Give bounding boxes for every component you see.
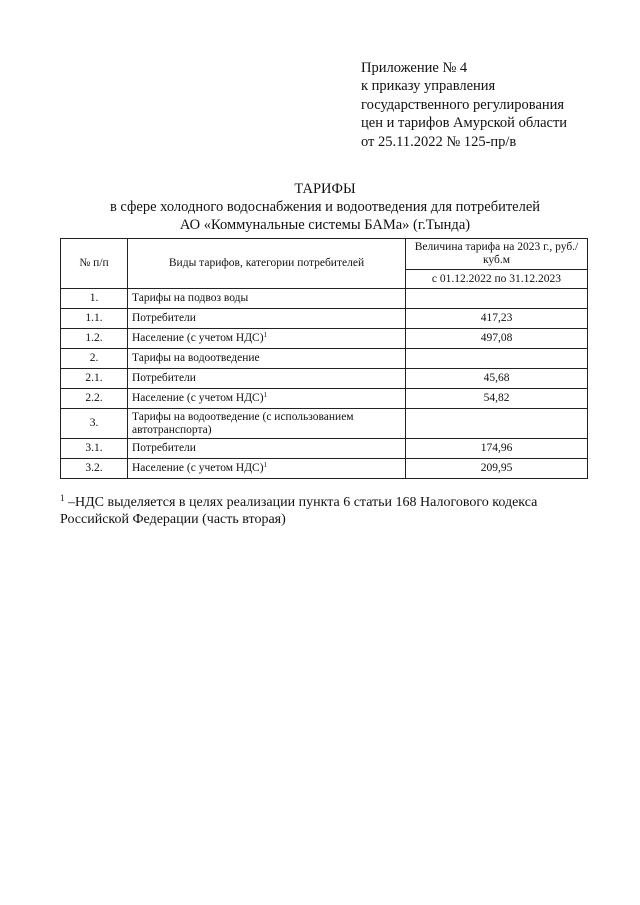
footnote (60, 494, 600, 528)
row-number: 3.2. (61, 459, 128, 479)
row-name-cell (128, 329, 406, 349)
row-number: 1.1. (61, 309, 128, 329)
row-value: 45,68 (406, 369, 588, 389)
table-header-row (61, 239, 588, 270)
row-value: 497,08 (406, 329, 588, 349)
appendix-line: цен и тарифов Амурской области (361, 115, 568, 132)
header-period: с 01.12.2022 по 31.12.2023 (406, 270, 588, 289)
row-value (406, 409, 588, 439)
row-footnote-marker: 1 (263, 391, 268, 399)
document-title (60, 180, 590, 234)
tariff-table (60, 238, 588, 479)
table-row (61, 309, 588, 329)
appendix-line: государственного регулирования (361, 96, 565, 113)
row-value: 209,95 (406, 459, 588, 479)
row-name-cell (128, 389, 406, 409)
row-name: Тарифы на водоотведение (с использованием автотранспорта) (132, 410, 354, 436)
footnote-marker: 1 (60, 493, 65, 503)
table-row (61, 389, 588, 409)
row-name-cell (128, 349, 406, 369)
row-name-cell (128, 369, 406, 389)
table-row (61, 439, 588, 459)
appendix-line: к приказу управления (361, 78, 496, 95)
row-number: 3. (61, 409, 128, 439)
row-number: 2.1. (61, 369, 128, 389)
row-value: 417,23 (406, 309, 588, 329)
title-organization: АО «Коммунальные системы БАМа» (г.Тында) (179, 217, 471, 233)
table-row (61, 459, 588, 479)
row-name: Население (с учетом НДС) (132, 462, 264, 474)
table-row (61, 369, 588, 389)
table-row (61, 329, 588, 349)
row-name-cell (128, 409, 406, 439)
row-name: Тарифы на подвоз воды (132, 292, 249, 304)
table-row (61, 289, 588, 309)
appendix-date: от 25.11.2022 № 125-пр/в (361, 133, 517, 150)
row-name: Население (с учетом НДС) (132, 332, 264, 344)
row-footnote-marker: 1 (263, 331, 268, 339)
row-name: Потребители (132, 442, 196, 454)
row-number: 2. (61, 349, 128, 369)
header-name: Виды тарифов, категории потребителей (128, 239, 406, 289)
row-value (406, 349, 588, 369)
header-value: Величина тарифа на 2023 г., руб./куб.м (406, 239, 588, 270)
row-name-cell (128, 439, 406, 459)
title-subtitle: в сфере холодного водоснабжения и водоотведения для потребителей (109, 199, 541, 215)
row-number: 1. (61, 289, 128, 309)
row-name: Потребители (132, 372, 196, 384)
row-name: Потребители (132, 312, 196, 324)
row-name-cell (128, 309, 406, 329)
row-name-cell (128, 289, 406, 309)
title-heading: ТАРИФЫ (294, 181, 356, 197)
appendix-title: Приложение № 4 (361, 60, 468, 76)
row-number: 2.2. (61, 389, 128, 409)
row-number: 1.2. (61, 329, 128, 349)
row-name: Тарифы на водоотведение (132, 352, 260, 364)
row-name: Население (с учетом НДС) (132, 392, 264, 404)
row-value (406, 289, 588, 309)
table-row (61, 349, 588, 369)
row-number: 3.1. (61, 439, 128, 459)
appendix-header (361, 59, 567, 151)
row-value: 54,82 (406, 389, 588, 409)
row-name-cell (128, 459, 406, 479)
row-footnote-marker: 1 (263, 461, 268, 469)
footnote-text: –НДС выделяется в целях реализации пункта 6 статьи 168 Налогового кодекса Российской Федерации (часть вторая) (60, 495, 538, 527)
header-num: № п/п (61, 239, 128, 289)
row-value: 174,96 (406, 439, 588, 459)
table-row (61, 409, 588, 439)
